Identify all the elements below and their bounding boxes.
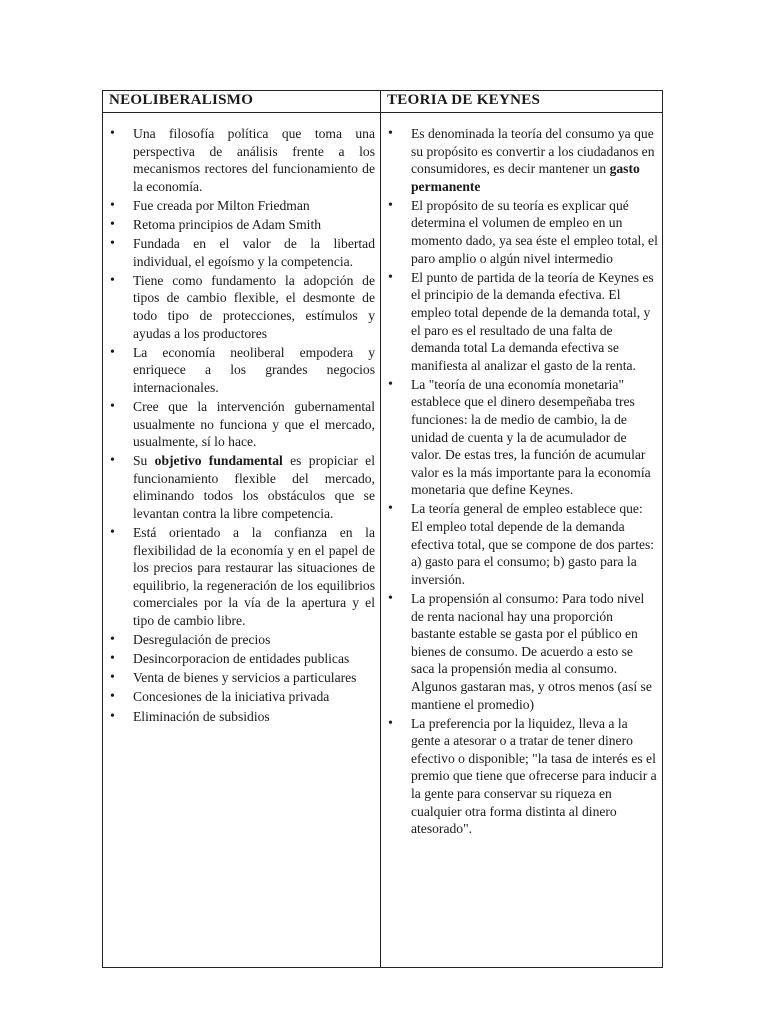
comparison-table — [102, 90, 663, 968]
list-item: • Su objetivo fundamental es propiciar el funcionamiento flexible del mercado, eliminando todos los obstáculos que se levantan contra la libre competencia. — [133, 452, 375, 522]
list-item: • Fundada en el valor de la libertad individual, el egoísmo y la competencia. — [133, 235, 375, 270]
header-row — [103, 91, 663, 113]
list-item: • La preferencia por la liquidez, lleva a la gente a atesorar o a tratar de tener dinero efectivo o disponible; "la tasa de interés es el premio que tiene que ofrecerse para inducir a la gente para conservar su riqueza en cualquier otra forma distinta al dinero atesorado". — [411, 715, 658, 838]
list-item: • La "teoría de una economía monetaria" establece que el dinero desempeñaba tres funciones: la de medio de cambio, la de unidad de cuenta y la de acumulador de valor. De estas tres, la función de acumular valor es la más importante para la economía monetaria que define Keynes. — [411, 376, 658, 499]
header-neoliberalismo: NEOLIBERALISMO — [103, 91, 381, 113]
neoliberalismo-list — [103, 113, 380, 725]
list-item: • La teoría general de empleo establece que: El empleo total depende de la demanda efectiva total, que se compone de dos partes: a) gasto para el consumo; b) gasto para la inversión. — [411, 500, 658, 588]
list-item: • Cree que la intervención gubernamental usualmente no funciona y que el mercado, usualmente, sí lo hace. — [133, 398, 375, 451]
list-item: • Concesiones de la iniciativa privada — [133, 688, 375, 706]
list-item: • Desincorporacion de entidades publicas — [133, 650, 375, 668]
list-item: • Fue creada por Milton Friedman — [133, 197, 375, 215]
keynes-list — [381, 113, 662, 838]
list-item: • Está orientado a la confianza en la flexibilidad de la economía y en el papel de los precios para restaurar las situaciones de equilibrio, la regeneración de los equilibrios comerciales por la vía de la apertura y el tipo de cambio libre. — [133, 524, 375, 630]
list-item: • Venta de bienes y servicios a particulares — [133, 669, 375, 687]
list-item: • La economía neoliberal empodera y enriquece a los grandes negocios internacionales. — [133, 344, 375, 397]
list-item: • El punto de partida de la teoría de Keynes es el principio de la demanda efectiva. El empleo total depende de la demanda total, y el paro es el resultado de una falta de demanda total La demanda efectiva se manifiesta al analizar el gasto de la renta. — [411, 269, 658, 375]
list-item: • Una filosofía política que toma una perspectiva de análisis frente a los mecanismos rectores del funcionamiento de la economía. — [133, 125, 375, 195]
list-item: • Es denominada la teoría del consumo ya que su propósito es convertir a los ciudadanos en consumidores, es decir mantener un gasto permanente — [411, 125, 658, 195]
keynes-cell — [381, 113, 663, 968]
list-item: • Eliminación de subsidios — [133, 708, 375, 726]
list-item: • Desregulación de precios — [133, 631, 375, 649]
list-item: • El propósito de su teoría es explicar qué determina el volumen de empleo en un momento dado, ya sea éste el empleo total, el paro amplio o algún nivel intermedio — [411, 197, 658, 267]
list-item: • La propensión al consumo: Para todo nivel de renta nacional hay una proporción bastante estable se gasta por el público en bienes de consumo. De acuerdo a esto se saca la propensión media al consumo. Algunos gastaran mas, y otros menos (así se mantiene el promedio) — [411, 590, 658, 713]
content-row — [103, 113, 663, 968]
list-item: • Tiene como fundamento la adopción de tipos de cambio flexible, el desmonte de todo tipo de protecciones, estímulos y ayudas a los productores — [133, 272, 375, 342]
list-item: • Retoma principios de Adam Smith — [133, 216, 375, 234]
header-keynes: TEORIA DE KEYNES — [381, 91, 663, 113]
neoliberalismo-cell — [103, 113, 381, 968]
